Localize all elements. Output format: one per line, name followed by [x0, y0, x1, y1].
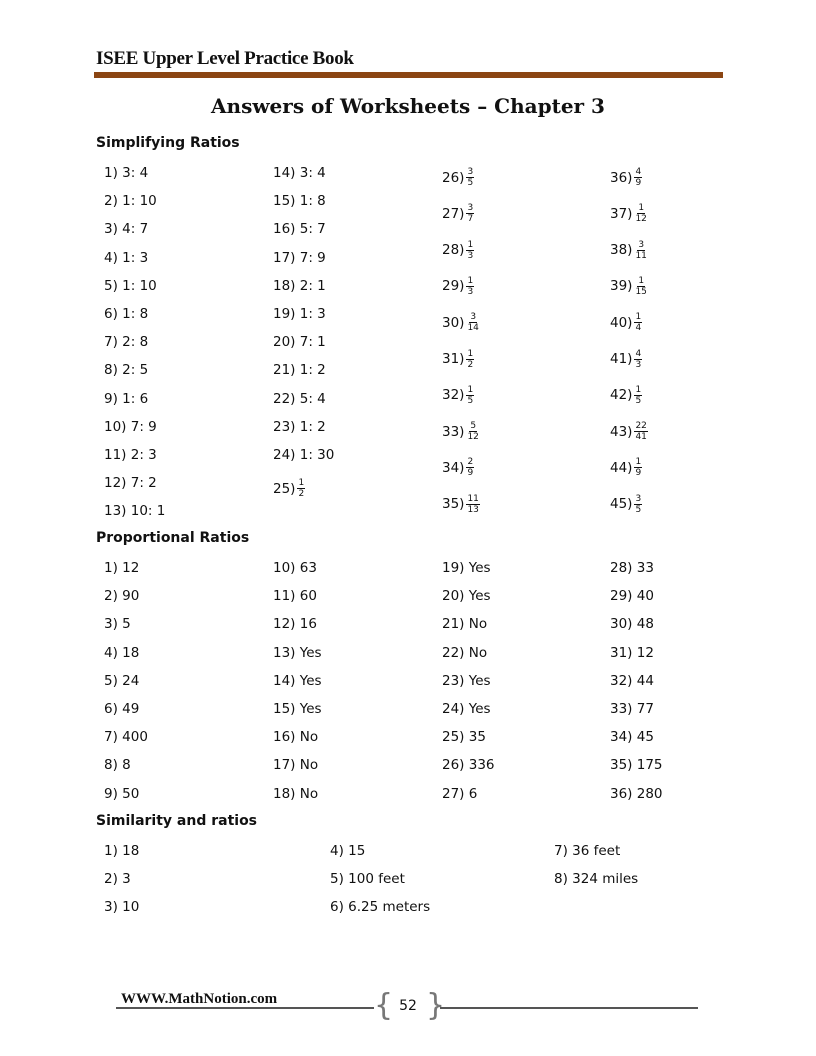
answer-item-fraction	[610, 349, 642, 370]
fraction-numerator: 3	[467, 167, 474, 177]
answer-item-fraction	[610, 203, 648, 224]
answer-label: 39)	[610, 278, 633, 295]
answer-item: 10) 63	[273, 560, 317, 576]
page-title: Answers of Worksheets – Chapter 3	[211, 94, 605, 118]
fraction-numerator: 5	[470, 421, 477, 432]
answer-item: 3) 5	[104, 616, 131, 633]
answer-item: 23) 1: 2	[273, 418, 326, 435]
answer-item: 14) Yes	[273, 672, 322, 689]
answer-label: 34)	[442, 459, 465, 476]
answer-label: 44)	[610, 459, 633, 476]
answer-item: 21) No	[442, 616, 488, 633]
answer-label: 30)	[442, 314, 465, 331]
answer-label: 43)	[610, 423, 633, 440]
answer-item-fraction	[442, 421, 480, 442]
answer-item: 1) 3: 4	[104, 165, 149, 181]
fraction-denominator: 3	[635, 359, 642, 370]
answer-item: 17) 7: 9	[273, 249, 326, 266]
answer-item-fraction	[610, 167, 642, 188]
fraction-numerator: 3	[467, 203, 474, 214]
fraction	[297, 478, 305, 499]
fraction-numerator: 3	[470, 312, 477, 323]
answer-item: 16) No	[273, 729, 319, 746]
fraction	[466, 312, 479, 333]
fraction	[466, 240, 474, 261]
answer-item: 8) 8	[104, 757, 131, 774]
answer-label: 38)	[610, 242, 633, 259]
answer-item-fraction	[610, 457, 642, 478]
section-title-proportional: Proportional Ratios	[96, 530, 250, 546]
answer-item: 32) 44	[610, 672, 654, 689]
answer-item: 31) 12	[610, 644, 654, 661]
answer-item: 2) 1: 10	[104, 193, 157, 210]
fraction-numerator: 1	[467, 384, 474, 395]
fraction-numerator: 1	[467, 239, 474, 250]
fraction-numerator: 1	[298, 478, 305, 488]
answer-item: 19) Yes	[442, 560, 491, 576]
footer-rule-left	[116, 1007, 374, 1009]
fraction-denominator: 12	[467, 432, 479, 443]
answer-item-fraction	[442, 203, 474, 224]
fraction	[466, 385, 474, 406]
answer-label: 40)	[610, 314, 633, 331]
answer-item: 19) 1: 3	[273, 306, 326, 322]
fraction-denominator: 12	[635, 214, 647, 225]
fraction	[634, 276, 647, 297]
answer-label: 31)	[442, 351, 465, 367]
fraction-denominator: 2	[467, 359, 474, 370]
answer-item: 36) 280	[610, 785, 663, 802]
answer-item: 3) 4: 7	[104, 221, 149, 238]
answer-item-fraction	[442, 312, 480, 333]
fraction	[634, 167, 642, 188]
fraction-denominator: 14	[467, 323, 479, 334]
answer-item-fraction	[610, 312, 642, 333]
answer-item: 20) 7: 1	[273, 334, 326, 351]
fraction	[634, 385, 642, 406]
fraction	[466, 203, 474, 224]
answer-item: 15) 1: 8	[273, 193, 326, 210]
fraction-denominator: 5	[467, 178, 474, 188]
answer-item-fraction	[610, 385, 642, 406]
fraction-numerator: 1	[635, 384, 642, 395]
answer-item: 8) 2: 5	[104, 362, 149, 379]
answer-item-fraction	[442, 167, 474, 188]
fraction-denominator: 4	[635, 323, 642, 334]
fraction	[466, 457, 474, 478]
answer-label: 32)	[442, 387, 465, 404]
answer-label: 41)	[610, 351, 633, 367]
left-bracket-icon: {	[374, 988, 394, 1023]
fraction	[466, 276, 474, 297]
fraction-denominator: 3	[467, 250, 474, 261]
fraction-denominator: 7	[467, 214, 474, 225]
answer-item: 21) 1: 2	[273, 362, 326, 379]
answer-item: 14) 3: 4	[273, 165, 326, 181]
answer-item: 1) 12	[104, 560, 140, 576]
answer-item: 34) 45	[610, 729, 654, 746]
answer-item: 2) 90	[104, 588, 140, 605]
fraction-denominator: 41	[635, 432, 647, 443]
answer-item-fraction	[442, 494, 480, 515]
answer-item: 6) 6.25 meters	[330, 899, 431, 916]
answer-item: 5) 100 feet	[330, 871, 405, 888]
answer-item: 4) 1: 3	[104, 249, 149, 266]
answer-item: 11) 60	[273, 588, 317, 605]
answer-item: 13) 10: 1	[104, 503, 166, 520]
fraction-numerator: 11	[467, 493, 479, 504]
answer-item: 4) 15	[330, 843, 366, 859]
answer-item: 11) 2: 3	[104, 447, 157, 463]
fraction	[634, 421, 647, 442]
fraction	[466, 421, 479, 442]
fraction	[466, 167, 474, 188]
answer-item: 23) Yes	[442, 672, 491, 689]
fraction-denominator: 15	[635, 286, 647, 297]
answer-item: 22) No	[442, 644, 488, 661]
answer-item: 18) 2: 1	[273, 277, 326, 294]
fraction-numerator: 3	[638, 239, 645, 250]
answer-item: 17) No	[273, 757, 319, 774]
right-bracket-icon: }	[426, 988, 446, 1023]
answer-item: 6) 49	[104, 701, 140, 717]
fraction-denominator: 9	[635, 468, 642, 479]
footer-rule-right	[440, 1007, 698, 1009]
answer-item: 20) Yes	[442, 588, 491, 605]
fraction-numerator: 2	[467, 457, 474, 468]
answer-label: 35)	[442, 496, 465, 513]
fraction	[466, 349, 474, 370]
answer-label: 29)	[442, 278, 465, 295]
answer-item: 27) 6	[442, 785, 478, 802]
answer-item: 2) 3	[104, 871, 131, 888]
answer-item: 7) 400	[104, 729, 148, 746]
fraction	[634, 457, 642, 478]
answer-item: 25) 35	[442, 729, 486, 746]
answer-item: 33) 77	[610, 701, 654, 717]
answer-item: 16) 5: 7	[273, 221, 326, 238]
answer-item-fraction	[442, 349, 474, 370]
answer-item-fraction	[610, 240, 648, 261]
fraction	[634, 494, 642, 515]
fraction	[634, 240, 647, 261]
fraction-numerator: 1	[635, 312, 642, 323]
fraction-denominator: 3	[467, 286, 474, 297]
answer-item: 5) 1: 10	[104, 277, 157, 294]
fraction-numerator: 1	[638, 203, 645, 214]
answer-item-fraction	[442, 276, 474, 297]
answer-item: 10) 7: 9	[104, 418, 157, 435]
answer-item: 7) 36 feet	[554, 843, 621, 859]
fraction-numerator: 1	[638, 275, 645, 286]
answer-item: 30) 48	[610, 616, 654, 633]
answer-item-fraction	[442, 457, 474, 478]
answer-item-fraction	[610, 494, 642, 515]
answer-label: 33)	[442, 423, 465, 440]
answer-item: 3) 10	[104, 899, 140, 916]
answer-label: 37)	[610, 205, 633, 222]
fraction	[634, 312, 642, 333]
answer-label: 28)	[442, 242, 465, 259]
fraction	[466, 494, 479, 515]
answer-item-fraction	[442, 385, 474, 406]
fraction-numerator: 1	[467, 348, 474, 359]
answer-label: 42)	[610, 387, 633, 404]
answer-item: 6) 1: 8	[104, 306, 149, 322]
answer-item: 22) 5: 4	[273, 390, 326, 407]
header-rule	[94, 72, 723, 78]
answer-item: 8) 324 miles	[554, 871, 639, 888]
answer-label: 27)	[442, 205, 465, 222]
fraction-denominator: 5	[635, 395, 642, 406]
fraction-denominator: 9	[467, 468, 474, 479]
fraction-denominator: 5	[635, 504, 642, 515]
answer-item: 9) 50	[104, 785, 140, 802]
answer-item: 1) 18	[104, 843, 140, 859]
answer-item: 13) Yes	[273, 644, 322, 661]
fraction-numerator: 22	[635, 421, 647, 432]
fraction-denominator: 11	[635, 250, 647, 261]
page-number: 52	[399, 998, 417, 1014]
answer-item: 9) 1: 6	[104, 390, 149, 407]
footer-website: WWW.MathNotion.com	[121, 991, 278, 1007]
answer-label: 45)	[610, 496, 633, 513]
answer-item: 35) 175	[610, 757, 663, 774]
fraction	[634, 203, 647, 224]
answer-item: 26) 336	[442, 757, 495, 774]
answer-item: 12) 7: 2	[104, 475, 157, 492]
answer-item: 29) 40	[610, 588, 654, 605]
answer-label: 26)	[442, 169, 465, 186]
answer-item: 24) 1: 30	[273, 447, 335, 463]
answer-item: 5) 24	[104, 672, 140, 689]
fraction	[634, 349, 642, 370]
fraction-numerator: 1	[467, 275, 474, 286]
section-title-simplifying: Simplifying Ratios	[96, 135, 240, 151]
answer-label: 36)	[610, 169, 633, 186]
answer-item: 12) 16	[273, 616, 317, 633]
answer-item-fraction	[273, 478, 305, 499]
fraction-numerator: 1	[635, 457, 642, 468]
answer-label: 25)	[273, 480, 296, 497]
fraction-denominator: 9	[635, 178, 642, 188]
answer-item: 15) Yes	[273, 701, 322, 717]
answer-item: 18) No	[273, 785, 319, 802]
answer-item-fraction	[610, 276, 648, 297]
fraction-denominator: 2	[298, 489, 305, 499]
fraction-numerator: 4	[635, 167, 642, 177]
answer-item: 28) 33	[610, 560, 654, 576]
fraction-numerator: 3	[635, 493, 642, 504]
book-title: ISEE Upper Level Practice Book	[96, 48, 354, 69]
answer-item: 24) Yes	[442, 701, 491, 717]
answer-item-fraction	[610, 421, 648, 442]
answer-item: 7) 2: 8	[104, 334, 149, 351]
fraction-numerator: 4	[635, 348, 642, 359]
answer-item: 4) 18	[104, 644, 140, 661]
fraction-denominator: 5	[467, 395, 474, 406]
answer-item-fraction	[442, 240, 474, 261]
fraction-denominator: 13	[467, 504, 479, 515]
section-title-similarity: Similarity and ratios	[96, 813, 258, 829]
